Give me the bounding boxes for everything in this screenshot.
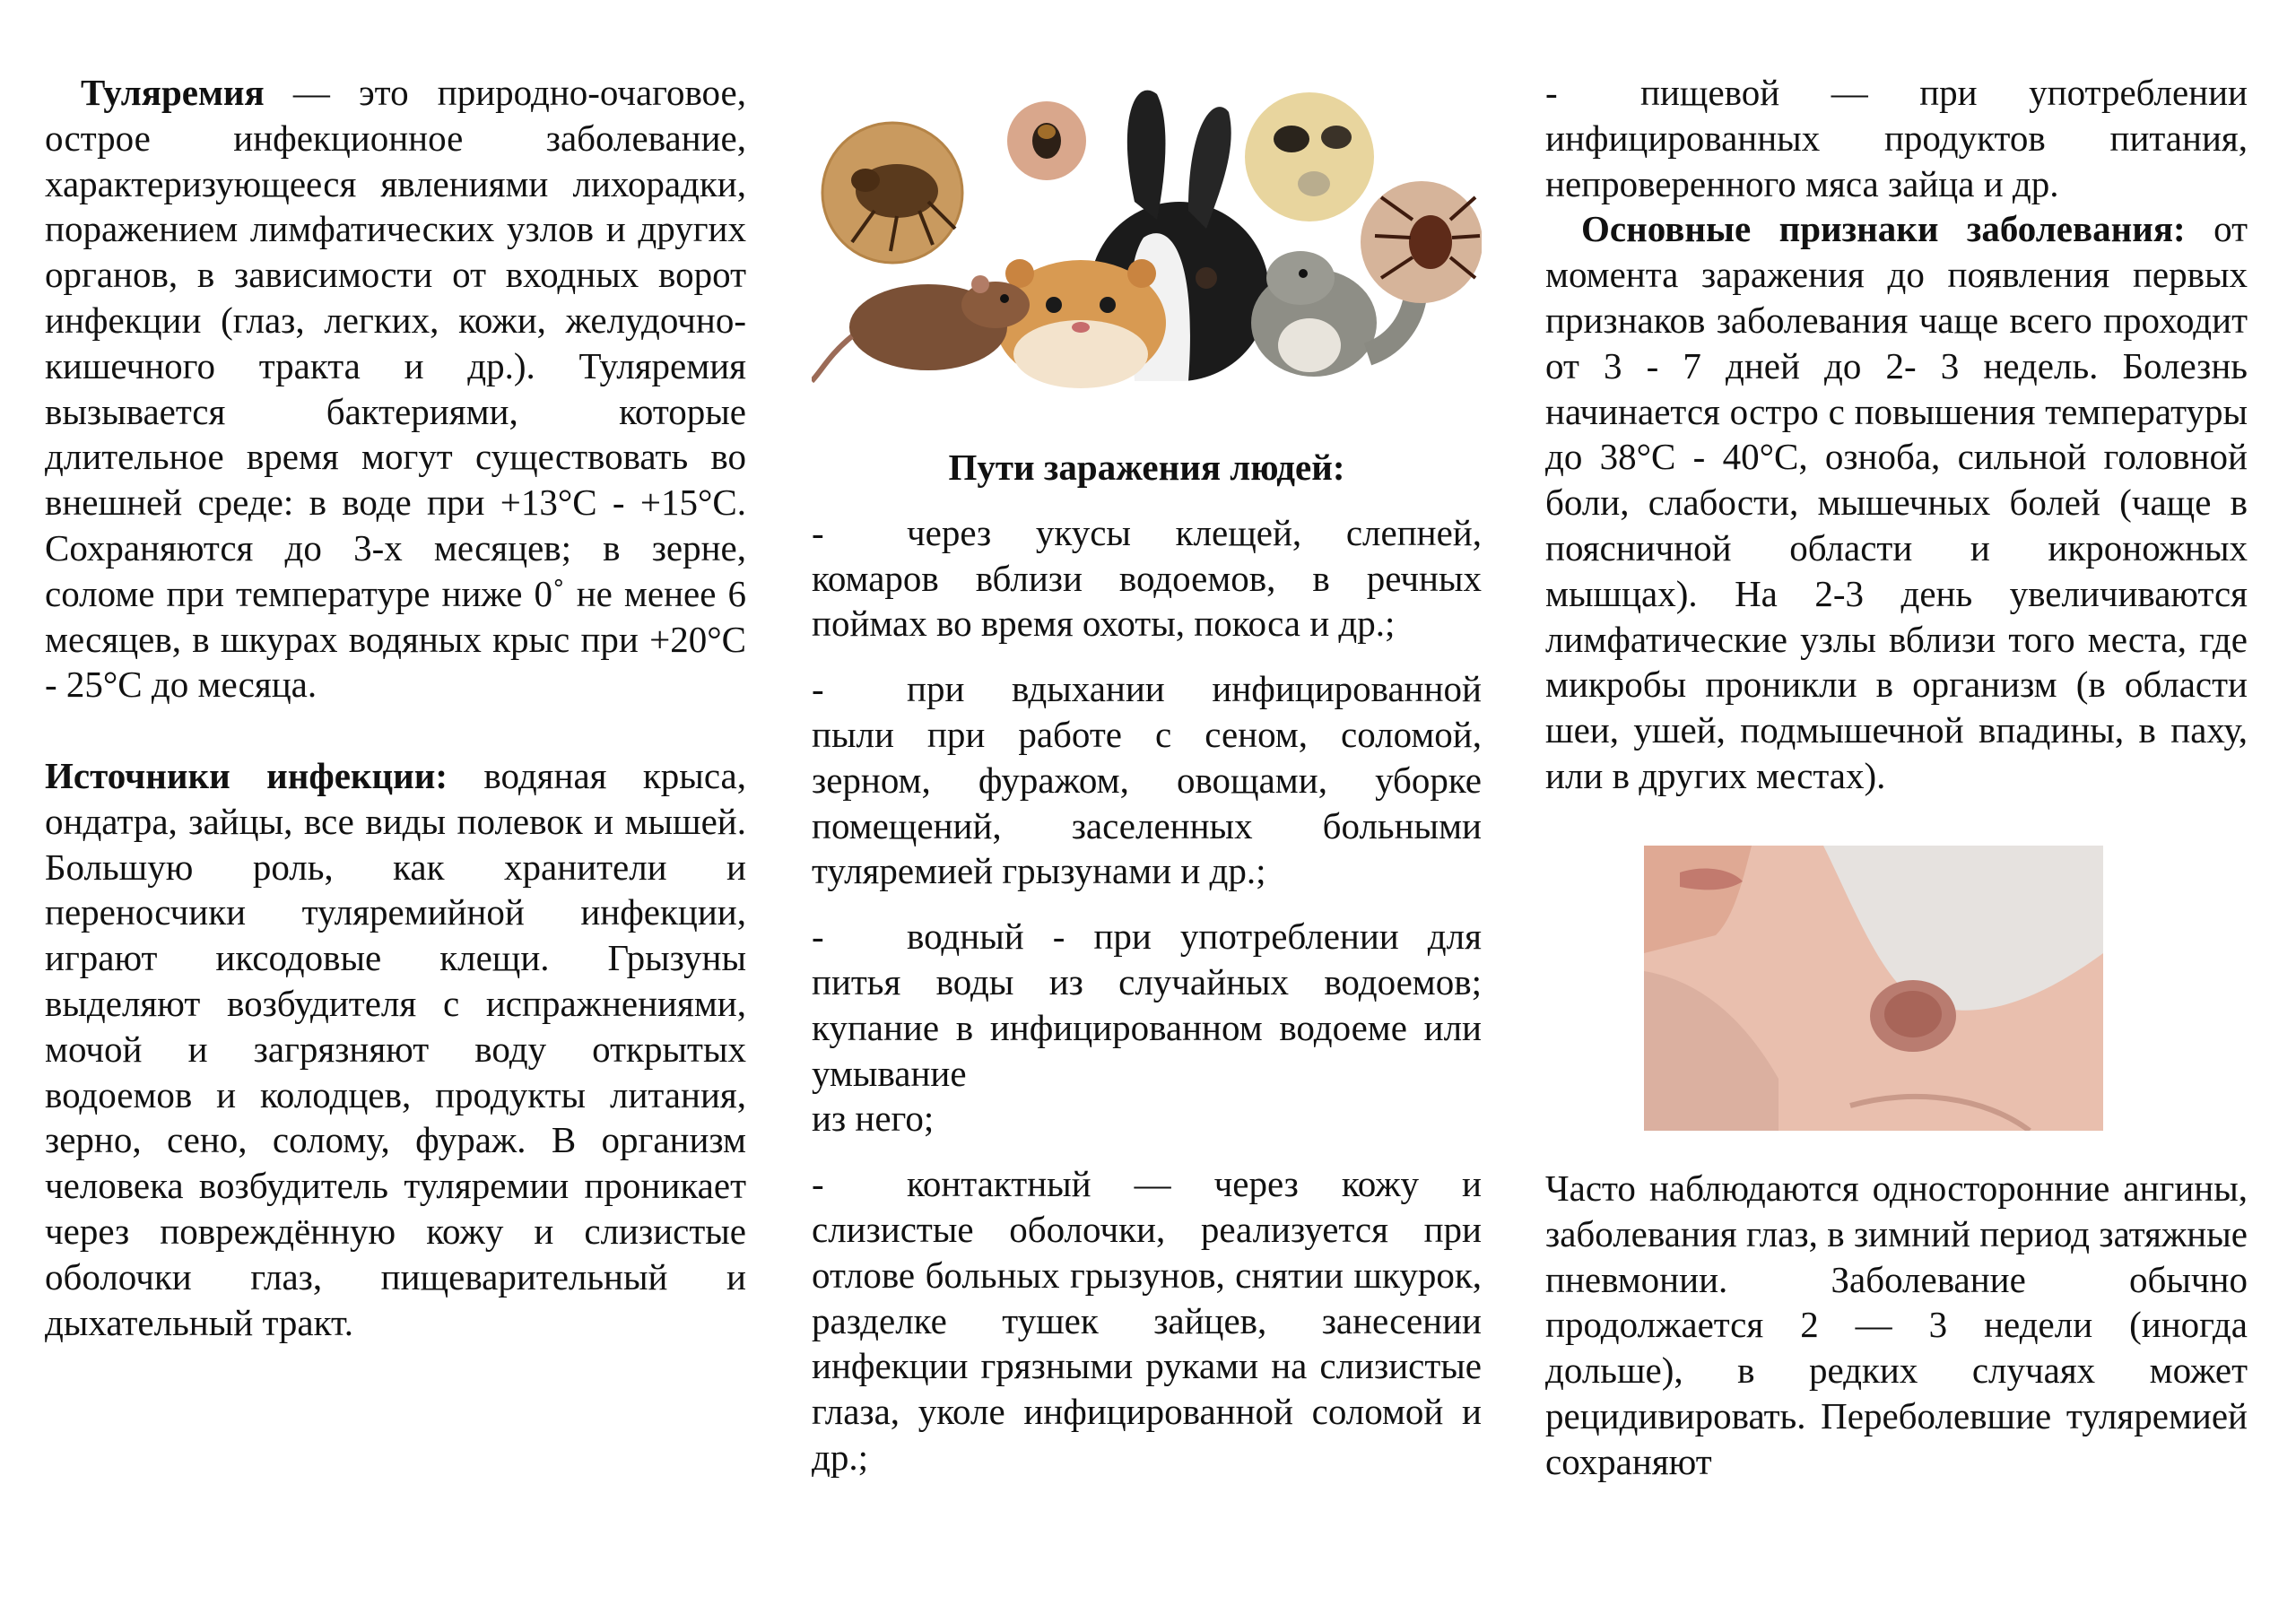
route-text: контактный — через кожу и слизистые оболочки, реализуется при отлове больных грызунов, снятии шкурок, разделке тушек зайцев, занесении инфекции грязными руками на слизистые глаза, уколе инфицированной соломой и др.;: [812, 1163, 1482, 1478]
route-text: через укусы клещей, слепней, комаров вблизи водоемов, в речных поймах во время охоты, покоса и др.;: [812, 511, 1482, 645]
intro-text: — это природно-очаговое, острое инфекционное заболевание, характеризующееся явлениями лихорадки, поражением лимфатических узлов и других органов, в зависимости от входных ворот инфекции (глаз, легких, кожи, желудочно-кишечного тракта и др.). Туляремия вызывается бактериями, которые длительное время могут существовать во внешней среде: в воде при +13°С - +15°С. Сохраняются до 3-х месяцев; в зерне, соломе при температуре ниже 0˚ не менее 6 месяцев, в шкурах водяных крыс при +20°С - 25°С до месяца.: [45, 72, 746, 706]
sources-paragraph: [45, 753, 746, 1345]
sources-heading: Источники инфекции:: [45, 754, 448, 796]
left-column: [45, 70, 746, 1345]
route-tail-text: из него;: [812, 1098, 935, 1140]
closing-paragraph: Часто наблюдаются односторонние ангины, заболевания глаз, в зимний период затяжные пневмонии. Заболевание обычно продолжается 2 — 3 недели (иногда дольше), в редких случаях может рецидивировать. Переболевшие туляремией сохраняют: [1545, 1167, 2248, 1482]
route-dash: -: [812, 1163, 824, 1205]
intro-term: Туляремия: [81, 72, 265, 113]
route-text: при вдыхании инфицированной пыли при работе с сеном, соломой, зерном, фуражом, овощами, уборке помещений, заселенных больными туляремией грызунами и др.;: [812, 668, 1482, 892]
swollen-lymph-node-photo: [1644, 846, 2103, 1131]
middle-column: [812, 445, 1482, 1480]
route-item: [812, 1161, 1482, 1480]
signs-paragraph: [1545, 206, 2248, 798]
intro-paragraph: [45, 70, 746, 707]
route-item: [812, 510, 1482, 647]
sources-text: водяная крыса, ондатра, зайцы, все виды полевок и мышей. Большую роль, как хранители и переносчики туляремийной инфекции, играют иксодовые клещи. Грызуны выделяют возбудителя с испражнениями, мочой и загрязняют воду открытых водоемов и колодцев, продукты литания, зерно, сено, солому, фураж. В организм человека возбудитель туляремии проникает через повреждённую кожу и слизистые оболочки глаз, пищеварительный и дыхательный тракт.: [45, 754, 746, 1343]
food-route-item: [1545, 70, 2248, 206]
signs-heading: Основные признаки заболевания:: [1581, 208, 2186, 250]
right-column-lower: [1545, 1166, 2248, 1485]
route-dash: -: [812, 668, 824, 710]
right-column: [1545, 70, 2248, 799]
route-dash: -: [812, 511, 824, 553]
route-item: [812, 914, 1482, 1096]
route-dash: -: [1545, 72, 1558, 113]
food-route-text: пищевой — при употреблении инфицированных продуктов питания, непроверенного мяса зайца и др.: [1545, 72, 2248, 204]
route-text: водный - при употреблении для питья воды из случайных водоемов; купание в инфицированном водоеме или умывание: [812, 916, 1482, 1094]
route-dash: -: [812, 916, 824, 958]
animals-collage-illustration: [812, 85, 1482, 390]
signs-text: от момента заражения до появления первых признаков заболевания чаще всего проходит от 3 - 7 дней до 2- 3 недель. Болезнь начинается остро с повышения температуры до 38°С - 40°С, озноба, сильной головной боли, слабости, мышечных болей (чаще в поясничной области и икроножных мышцах). На 2-3 день увеличиваются лимфатические узлы вблизи того места, где микробы проникли в организм (в области шеи, ушей, подмышечной впадины, в паху, или в других местах).: [1545, 208, 2248, 796]
infection-routes-heading: Пути заражения людей:: [948, 447, 1345, 488]
route-item: [812, 666, 1482, 894]
